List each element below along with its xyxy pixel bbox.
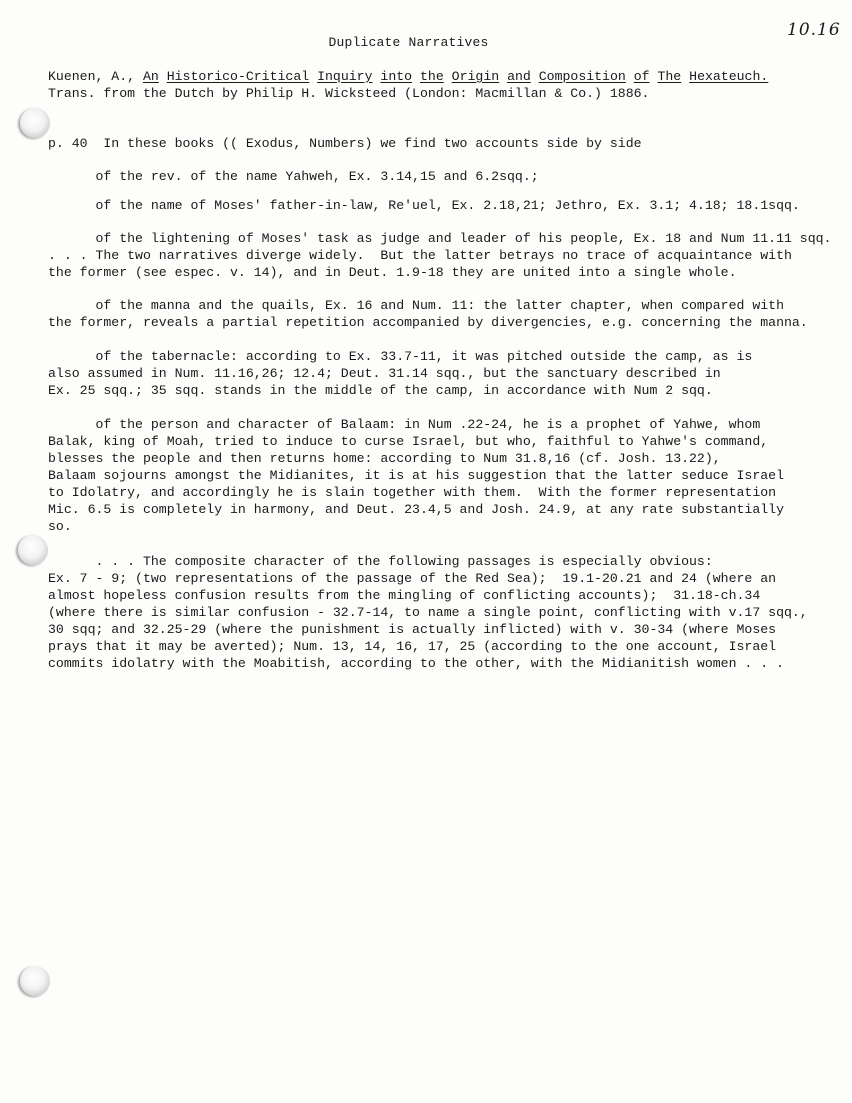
citation-title-word: and	[507, 69, 531, 84]
citation-title-word: of	[633, 69, 650, 84]
citation-title-word: The	[657, 69, 682, 84]
paragraph-line: Balak, king of Moah, tried to induce to curse Israel, but who, faithful to Yahwe's command,	[48, 434, 769, 449]
paragraph-line: . . . The composite character of the following passages is especially obvious:	[48, 554, 713, 569]
punch-hole	[20, 108, 50, 138]
paragraph-line: of the manna and the quails, Ex. 16 and Num. 11: the latter chapter, when compared with	[48, 298, 784, 313]
paragraph-line: Ex. 25 sqq.; 35 sqq. stands in the middle of the camp, in accordance with Num 2 sqq.	[48, 383, 713, 398]
paragraph-line: also assumed in Num. 11.16,26; 12.4; Deut. 31.14 sqq., but the sanctuary described in	[48, 366, 721, 381]
citation	[48, 68, 848, 85]
citation-title-word: Inquiry	[317, 69, 373, 84]
citation-title-word: Historico-Critical	[166, 69, 310, 84]
paragraph-line: of the tabernacle: according to Ex. 33.7-11, it was pitched outside the camp, as is	[48, 349, 753, 364]
punch-hole	[20, 966, 50, 996]
paragraph-line: Balaam sojourns amongst the Midianites, it is at his suggestion that the latter seduce Israel	[48, 468, 784, 483]
citation-author: Kuenen, A.,	[48, 69, 143, 84]
paragraph-line: to Idolatry, and accordingly he is slain together with them. With the former representation	[48, 485, 777, 500]
paragraph-line: p. 40 In these books (( Exodus, Numbers) we find two accounts side by side	[48, 136, 642, 151]
paragraph-line: Ex. 7 - 9; (two representations of the passage of the Red Sea); 19.1-20.21 and 24 (where an	[48, 571, 777, 586]
paragraph-line: Mic. 6.5 is completely in harmony, and Deut. 23.4,5 and Josh. 24.9, at any rate substantially	[48, 502, 784, 517]
citation-title-word: the	[420, 69, 444, 84]
citation-translation: Trans. from the Dutch by Philip H. Wicksteed (London: Macmillan & Co.) 1886.	[48, 86, 650, 101]
citation-title-word: Hexateuch.	[689, 69, 769, 84]
paragraph-line: of the rev. of the name Yahweh, Ex. 3.14,15 and 6.2sqq.;	[48, 169, 539, 184]
paragraph-line: of the person and character of Balaam: in Num .22-24, he is a prophet of Yahwe, whom	[48, 417, 761, 432]
citation-title-word: Composition	[538, 69, 626, 84]
handwritten-page-number: 10.16	[787, 20, 841, 40]
paragraph-line: almost hopeless confusion results from the mingling of conflicting accounts); 31.18-ch.34	[48, 588, 761, 603]
paragraph-line: commits idolatry with the Moabitish, according to the other, with the Midianitish women . . .	[48, 656, 784, 671]
paragraph-line: (where there is similar confusion - 32.7-14, to name a single point, conflicting with v.17 sqq.,	[48, 605, 808, 620]
paragraph-line: blesses the people and then returns home: according to Num 31.8,16 (cf. Josh. 13.22),	[48, 451, 721, 466]
paragraph-line: the former (see espec. v. 14), and in Deut. 1.9-18 they are united into a single whole.	[48, 265, 737, 280]
citation-title-word: An	[142, 69, 159, 84]
paragraph-line: of the lightening of Moses' task as judge and leader of his people, Ex. 18 and Num 11.11 sqq.	[48, 231, 832, 246]
paragraph-line: so.	[48, 519, 72, 534]
paragraph-line: . . . The two narratives diverge widely. But the latter betrays no trace of acquaintance with	[48, 248, 792, 263]
paragraph-line: the former, reveals a partial repetition accompanied by divergencies, e.g. concerning the manna.	[48, 315, 808, 330]
paragraph-line: 30 sqq; and 32.25-29 (where the punishment is actually inflicted) with v. 30-34 (where Moses	[48, 622, 777, 637]
page-title: Duplicate Narratives	[328, 35, 489, 50]
citation-title-word: into	[380, 69, 413, 84]
paragraph-line: of the name of Moses' father-in-law, Re'uel, Ex. 2.18,21; Jethro, Ex. 3.1; 4.18; 18.1sqq.	[48, 198, 800, 213]
citation-title-word: Origin	[451, 69, 500, 84]
paragraph-line: prays that it may be averted); Num. 13, 14, 16, 17, 25 (according to the one account, Israel	[48, 639, 777, 654]
punch-hole	[18, 535, 48, 565]
